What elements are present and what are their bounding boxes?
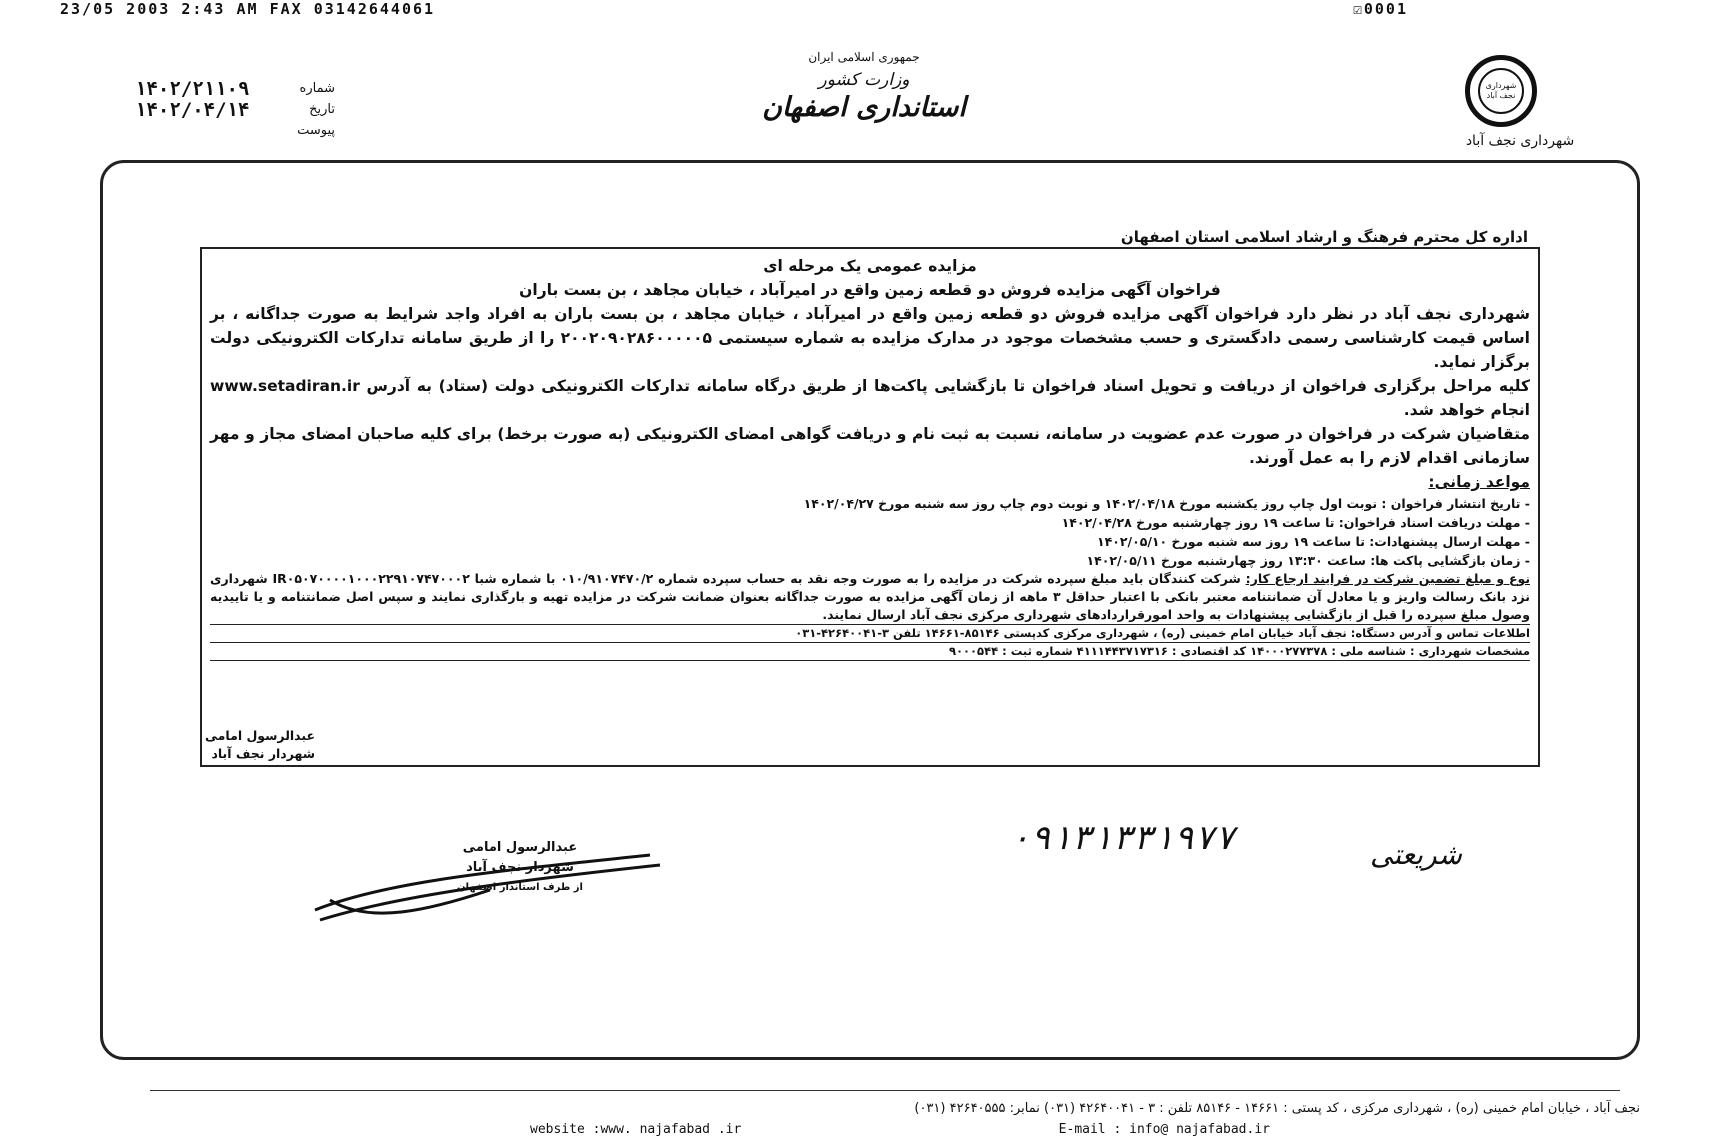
contact-line: اطلاعات تماس و آدرس دستگاه: نجف آباد خیابان امام خمینی (ره) ، شهرداری مرکزی کدپستی ۸۵۱۴۶-۱۴۶۶۱ تلفن ۳-۴۲۶۴۰۰۴۱-۰۳۱ [210,624,1530,643]
handwritten-signature: شریعتی [1370,838,1462,871]
logo-caption: شهرداری نجف آباد [1465,133,1575,149]
specs-line: مشخصات شهرداری : شناسه ملی : ۱۴۰۰۰۲۷۷۳۷۸ کد اقتصادی : ۴۱۱۱۴۴۳۷۱۷۳۱۶ شماره ثبت : ۹۰۰۰۵۴۴ [210,643,1530,661]
meta-date-value: ۱۴۰۲/۰۴/۱۴ [135,98,250,121]
letterhead-governorate: استانداری اصفهان [762,92,966,123]
letter-meta [135,78,335,141]
stamp-title: شهردار نجف آباد [466,860,574,875]
letterhead-republic: جمهوری اسلامی ایران [808,50,920,64]
fax-page-mark: ☑0001 [1352,0,1408,18]
meta-date-row [135,99,335,120]
meta-number-label: شماره [299,81,335,96]
schedule-list [210,494,1530,570]
notice-paragraph-1: شهرداری نجف آباد در نظر دارد فراخوان آگهی مزایده فروش دو قطعه زمین واقع در امیرآباد ، خیابان مجاهد ، بن بست باران به افراد واجد شرایط به صورت جداگانه ، بر اساس قیمت کارشناسی رسمی دادگستری و حسب مشخصات موجود در مدارک مزایده به شماره سیستمی ۲۰۰۲۰۹۰۲۸۶۰۰۰۰۰۵ را از طریق سامانه تدارکات الکترونیکی دولت برگزار نماید. [210,305,1530,371]
notice-paragraph-2: کلیه مراحل برگزاری فراخوان از دریافت و تحویل اسناد فراخوان تا بازگشایی پاکت‌ها از طریق درگاه سامانه تدارکات الکترونیکی دولت (ستاد) به آدرس www.setadiran.ir انجام خواهد شد. [210,377,1530,419]
schedule-title: مواعد زمانی: [1428,473,1530,491]
footer-email: E-mail : info@ najafabad.ir [1058,1122,1270,1137]
addressee: اداره کل محترم فرهنگ و ارشاد اسلامی استان اصفهان [1120,228,1528,246]
stamp-name: عبدالرسول امامی [462,840,578,855]
signature-scribble [310,850,670,930]
footer [150,1098,1640,1140]
meta-number-value: ۱۴۰۲/۲۱۱۰۹ [135,77,250,100]
letterhead-ministry: وزارت کشور [818,70,910,90]
logo-inner-text: شهرداری نجف آباد [1478,68,1524,114]
meta-attachment-label: پیوست [297,123,335,138]
schedule-item: - تاریخ انتشار فراخوان : نوبت اول چاپ روز یکشنبه مورخ ۱۴۰۲/۰۴/۱۸ و نوبت دوم چاپ روز سه شنبه مورخ ۱۴۰۲/۰۴/۲۷ [210,494,1530,513]
guarantee-text: شرکت کنندگان باید مبلغ سپرده شرکت در مزایده را به صورت وجه نقد به حساب سپرده شماره ۰۱۰/۹۱۰۷۴۷۰/۲ با شماره شبا IR۰۵۰۷۰۰۰۰۱۰۰۰۲۲۹۱۰۷۴۷۰۰۰۲ شهرداری نزد بانک رسالت واریز و یا معادل آن ضمانتنامه معتبر بانکی با اعتبار حداقل ۳ ماهه از زمان آگهی مزایده به صورت جداگانه بعنوان ضمانت شرکت در مزایده تهیه و بارگذاری نمایند و سپس اصل ضمانتنامه و یا تاییدیه وصول مبلغ سپرده را قبل از بازگشایی پیشنهادات به واحد امورقراردادهای شهرداری مرکزی نجف آباد ارسال نمایند. [210,571,1530,622]
footer-website: website :www. najafabad .ir [530,1122,742,1137]
meta-number-row [135,78,335,99]
mayor-signature-block [205,727,315,763]
meta-attachment-row [135,120,335,141]
guarantee-block [210,570,1530,624]
footer-divider [150,1090,1620,1091]
schedule-item: - مهلت ارسال پیشنهادات: تا ساعت ۱۹ روز سه شنبه مورخ ۱۴۰۲/۰۵/۱۰ [210,532,1530,551]
schedule-item: - زمان بازگشایی پاکت ها: ساعت ۱۳:۳۰ روز چهارشنبه مورخ ۱۴۰۲/۰۵/۱۱ [210,551,1530,570]
guarantee-label: نوع و مبلغ تضمین شرکت در فرایند ارجاع کار: [1245,571,1531,586]
handwritten-phone: ۰۹۱۳۱۳۳۱۹۷۷ [1010,818,1236,858]
notice-body [210,254,1530,661]
notice-heading: مزایده عمومی یک مرحله ای [763,257,977,275]
mayor-title: شهردار نجف آباد [211,746,316,761]
mayor-name: عبدالرسول امامی [205,728,316,743]
schedule-item: - مهلت دریافت اسناد فراخوان: تا ساعت ۱۹ روز چهارشنبه مورخ ۱۴۰۲/۰۴/۲۸ [210,513,1530,532]
notice-paragraph-3: متقاضیان شرکت در فراخوان در صورت عدم عضویت در سامانه، نسبت به ثبت نام و دریافت گواهی امضای الکترونیکی (به صورت برخط) برای کلیه صاحبان امضای مجاز و مهر سازمانی اقدام لازم را به عمل آورند. [210,425,1530,467]
footer-contacts [150,1119,1640,1140]
stamp-behalf: از طرف استاندار اصفهان [457,882,583,893]
fax-header-line: 23/05 2003 2:43 AM FAX 03142644061 [60,0,436,18]
notice-subheading: فراخوان آگهی مزایده فروش دو قطعه زمین واقع در امیرآباد ، خیابان مجاهد ، بن بست باران [519,281,1221,299]
meta-date-label: تاریخ [309,102,335,117]
municipality-logo [1465,55,1537,127]
footer-address: نجف آباد ، خیابان امام خمینی (ره) ، شهرداری مرکزی ، کد پستی : ۱۴۶۶۱ - ۸۵۱۴۶ تلفن : ۳ - ۴۲۶۴۰۰۴۱ (۰۳۱) نمابر: ۴۲۶۴۰۵۵۵ (۰۳۱) [914,1101,1640,1116]
